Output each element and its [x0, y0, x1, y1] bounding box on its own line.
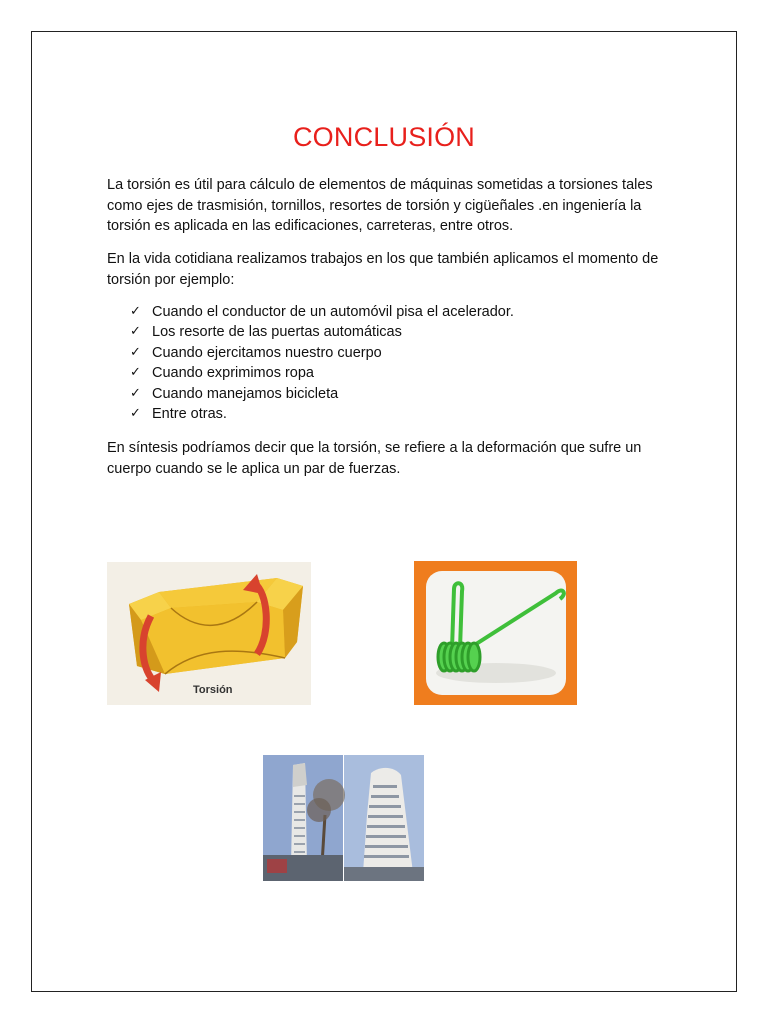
list-item-text: Cuando exprimimos ropa	[152, 365, 314, 382]
check-icon: ✓	[130, 406, 141, 422]
list-item-text: Cuando manejamos bicicleta	[152, 385, 339, 402]
list-item	[130, 302, 514, 322]
check-icon: ✓	[130, 385, 141, 401]
check-icon: ✓	[130, 304, 141, 319]
twisted-tower-photo	[263, 755, 424, 881]
torsion-caption: Torsión	[193, 684, 233, 696]
list-item	[130, 384, 514, 404]
paragraph-synthesis: En síntesis podríamos decir que la torsión, se refiere a la deformación que sufre un cuerpo cuando se le aplica un par de fuerzas.	[107, 440, 642, 477]
list-item-text: Entre otras.	[152, 406, 227, 423]
list-item-text: Cuando el conductor de un automóvil pisa el acelerador.	[152, 304, 514, 320]
list-item-text: Cuando ejercitamos nuestro cuerpo	[152, 344, 382, 361]
paragraph-intro: La torsión es útil para cálculo de elementos de máquinas sometidas a torsiones tales como ejes de trasmisión, tornillos, resortes de torsión y cigüeñales .en ingeniería la torsión es aplicada en las edificaciones, carreteras, entre otros.	[107, 177, 653, 234]
torsion-spring-icon	[414, 561, 577, 705]
list-item-text: Los resorte de las puertas automáticas	[152, 324, 402, 341]
paragraph-everyday: En la vida cotidiana realizamos trabajos en los que también aplicamos el momento de torsión por ejemplo:	[107, 251, 659, 288]
check-icon: ✓	[130, 365, 141, 381]
list-item	[130, 404, 514, 424]
list-item	[130, 343, 514, 363]
check-icon: ✓	[130, 344, 141, 360]
list-item	[130, 322, 514, 342]
check-icon: ✓	[130, 324, 141, 340]
examples-list	[130, 302, 514, 424]
torsion-illustration	[107, 562, 311, 705]
list-item	[130, 363, 514, 383]
page-title: CONCLUSIÓN	[292, 122, 476, 152]
